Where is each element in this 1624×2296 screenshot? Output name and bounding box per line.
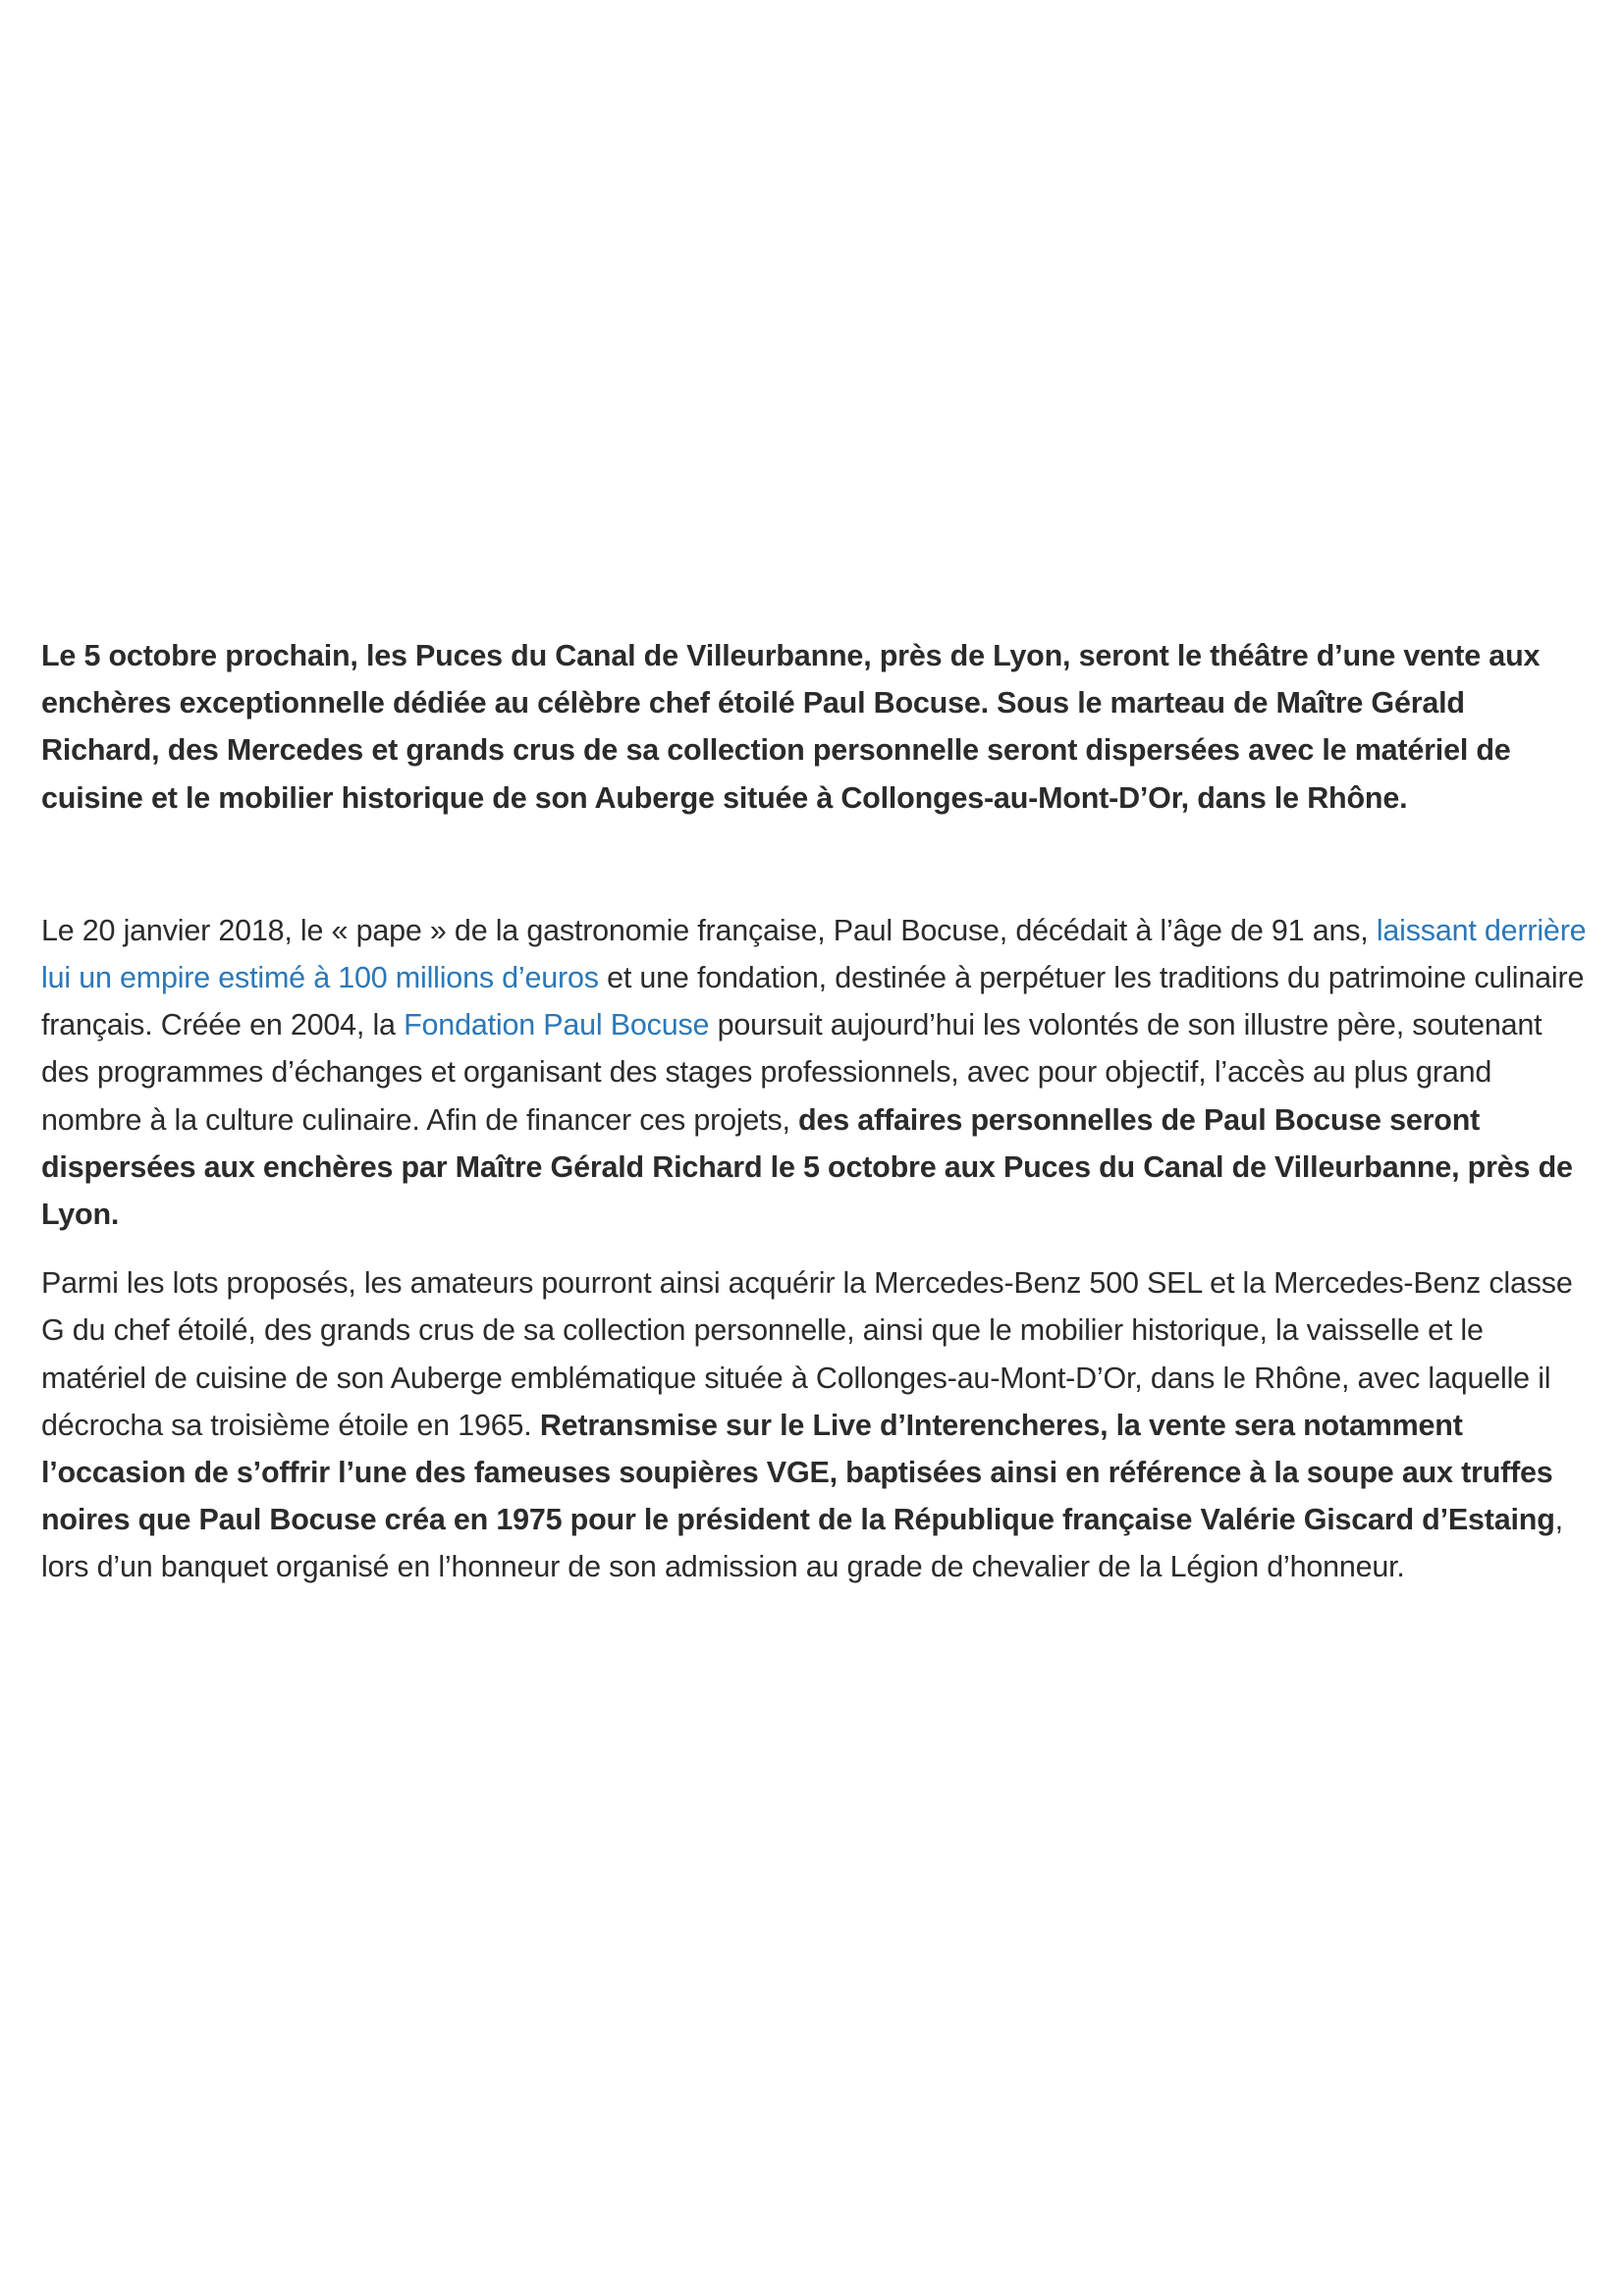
paragraph-text: , lors d’un banquet organisé en l’honneur de son admission au grade de chevalier de la Légion d’honneur. [41, 1503, 1563, 1584]
article-body [41, 632, 1588, 1613]
paragraph-text: Le 20 janvier 2018, le « pape » de la gastronomie française, Paul Bocuse, décédait à l’âge de 91 ans, [41, 913, 1377, 947]
link-fondation-paul-bocuse[interactable]: Fondation Paul Bocuse [404, 1008, 710, 1042]
article-paragraph-1 [41, 907, 1588, 1238]
paragraph-text: poursuit aujourd’hui les volontés de son illustre père, soutenant des programmes d’échanges et organisant des stages professionnels, avec pour objectif, l’accès au plus grand nombre à la culture culinaire. Afin de financer ces projets, [41, 1008, 1543, 1137]
paragraph-bold-text: Retransmise sur le Live d’Interencheres, la vente sera notamment l’occasion de s’offrir l’une des fameuses soupières VGE, baptisées ainsi en référence à la soupe aux truffes noires que Paul Bocuse créa en 1975 pour le président de la République française Valérie Giscard d’Estaing [41, 1408, 1555, 1537]
article-lead: Le 5 octobre prochain, les Puces du Canal de Villeurbanne, près de Lyon, seront le théâtre d’une vente aux enchères exceptionnelle dédiée au célèbre chef étoilé Paul Bocuse. Sous le marteau de Maître Gérald Richard, des Mercedes et grands crus de sa collection personnelle seront dispersées avec le matériel de cuisine et le mobilier historique de son Auberge située à Collonges-au-Mont-D’Or, dans le Rhône. [41, 639, 1541, 815]
paragraph-text: Parmi les lots proposés, les amateurs pourront ainsi acquérir la Mercedes-Benz 500 SEL et la Mercedes-Benz classe G du chef étoilé, des grands crus de sa collection personnelle, ainsi que le mobilier historique, la vaisselle et le matériel de cuisine de son Auberge emblématique située à Collonges-au-Mont-D’Or, dans le Rhône, avec laquelle il décrocha sa troisième étoile en 1965. [41, 1266, 1573, 1442]
link-empire-estimate[interactable]: laissant derrière lui un empire estimé à 100 millions d’euros [41, 913, 1587, 995]
article-paragraph-2 [41, 1259, 1588, 1590]
paragraph-text: et une fondation, destinée à perpétuer les traditions du patrimoine culinaire français. Créée en 2004, la [41, 961, 1585, 1042]
paragraph-bold-text: des affaires personnelles de Paul Bocuse seront dispersées aux enchères par Maître Gérald Richard le 5 octobre aux Puces du Canal de Villeurbanne, près de Lyon. [41, 1102, 1573, 1232]
